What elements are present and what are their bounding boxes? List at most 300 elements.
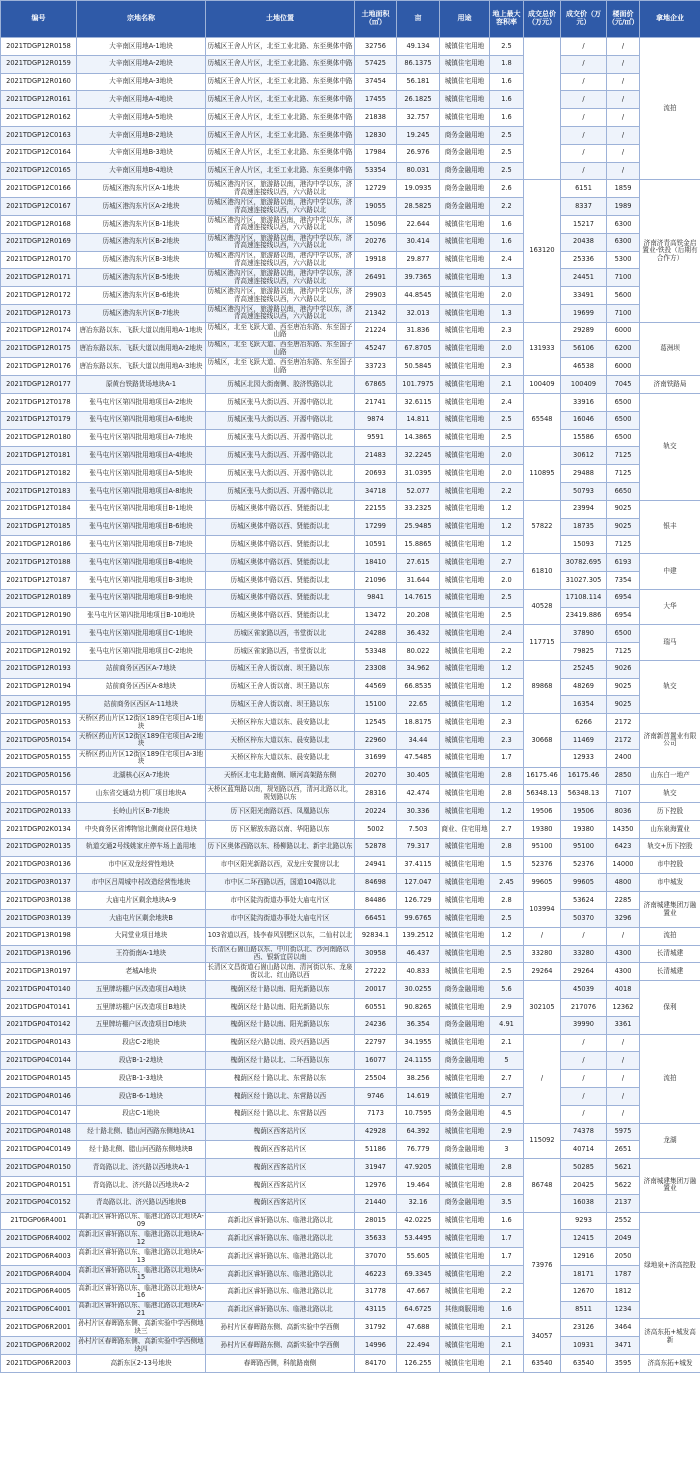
cell-floor-price: 7100 [607,304,640,322]
cell-total-price: 65548 [524,393,561,446]
cell-area: 9874 [355,411,397,429]
cell-name: 天桥区药山片区12街区189住宅项目A-1地块 [77,714,206,732]
cell-location: 天桥区梓东大道以东、晨安路以北 [206,714,355,732]
table-row [1,73,700,91]
cell-area: 15100 [355,696,397,714]
cell-total-price: 57822 [524,500,561,553]
cell-floor-price: 6500 [607,429,640,447]
cell-mu: 67.8705 [397,340,440,358]
cell-floor-price: 7125 [607,465,640,483]
cell-price: 30612 [561,447,607,465]
cell-name: 五里牌坊棚户区改造项目B地块 [77,999,206,1017]
cell-use: 城镇住宅用地 [440,1034,490,1052]
cell-mu: 32.2245 [397,447,440,465]
table-row [1,1283,700,1301]
table-row [1,999,700,1017]
cell-mu: 19.245 [397,126,440,144]
cell-area: 45247 [355,340,397,358]
cell-mu: 14.3865 [397,429,440,447]
cell-total-price: 61810 [524,554,561,590]
cell-name: 段店B-6-1地块 [77,1088,206,1106]
cell-price: 45039 [561,981,607,999]
cell-code: 2021TDGP12R0171 [1,269,77,287]
cell-use: 城镇住宅用地 [440,1354,490,1372]
cell-price: 33280 [561,945,607,963]
cell-location: 天桥区蓝翔路以南，规划路以西，清河北路以北，规划路以东 [207,785,353,801]
cell-mu: 30.414 [397,233,440,251]
cell-floor-price: 4800 [607,874,640,892]
table-row [1,126,700,144]
cell-code: 2021TDGP12R0177 [1,376,77,394]
cell-code: 2021TDGP03R0136 [1,856,77,874]
cell-company: 大华 [640,589,700,625]
table-row [1,1230,700,1248]
cell-use: 城镇住宅用地 [440,215,490,233]
cell-floor-price: / [607,144,640,162]
cell-area: 84486 [355,892,397,910]
cell-area: 17299 [355,518,397,536]
cell-code: 2021TDGP06R4003 [1,1248,77,1266]
cell-location: 历城区王舍人片区，北至工业北路、东至奥体中路 [206,126,355,144]
cell-mu: 139.2512 [397,927,440,945]
cell-code: 2021TDGP12R0194 [1,678,77,696]
cell-price: 12933 [561,749,607,767]
cell-floor-price: / [607,162,640,180]
cell-code: 2021TDGP12R0174 [1,322,77,340]
cell-mu: 55.605 [397,1248,440,1266]
cell-mu: 31.0395 [397,465,440,483]
cell-floor-price: / [607,1070,640,1088]
cell-area: 21483 [355,447,397,465]
cell-area: 20693 [355,465,397,483]
cell-floor-price: 6500 [607,393,640,411]
cell-mu: 101.7975 [397,376,440,394]
cell-use: 城镇住宅用地 [440,732,490,750]
cell-area: 20270 [355,767,397,785]
cell-mu: 69.3345 [397,1265,440,1283]
cell-location: 历城区雀家路以西，书堂街以北 [206,643,355,661]
cell-location: 历城区港沟片区，旅游路以南，港沟中学以东，济青高速连接线以西，六六路以北 [207,269,353,285]
cell-floor-price: 2049 [607,1230,640,1248]
cell-company: 市中城发 [640,874,700,892]
cell-total-price: 117715 [524,625,561,661]
cell-far: 1.7 [490,749,524,767]
cell-far: 2.1 [490,1337,524,1355]
cell-use: 城镇住宅用地 [440,376,490,394]
cell-use: 城镇住宅用地 [440,1123,490,1141]
cell-area: 84170 [355,1354,397,1372]
cell-area: 44569 [355,678,397,696]
cell-price: 33491 [561,287,607,305]
cell-area: 92834.1 [355,927,397,945]
cell-far: 2.8 [490,1177,524,1195]
cell-area: 46223 [355,1265,397,1283]
cell-mu: 30.405 [397,767,440,785]
cell-use: 城镇住宅用地 [440,233,490,251]
table-row [1,821,700,839]
cell-mu: 80.022 [397,643,440,661]
cell-far: 2.1 [490,1319,524,1337]
cell-code: 2021TDGP12T0184 [1,500,77,518]
cell-area: 5002 [355,821,397,839]
cell-location: 历城区港沟片区，旅游路以南，港沟中学以东，济青高速连接线以西，六六路以北 [207,233,353,250]
cell-floor-price: 3464 [607,1319,640,1337]
table-row [1,1337,700,1355]
cell-name: 市中区双龙经营性地块 [77,856,206,874]
cell-price: / [561,73,607,91]
cell-use: 城镇住宅用地 [440,518,490,536]
cell-total-price: 95100 [524,838,561,856]
cell-far: 2.3 [490,732,524,750]
cell-mu: 32.6115 [397,393,440,411]
cell-use: 城镇住宅用地 [440,55,490,73]
cell-total-price: 19380 [524,821,561,839]
cell-name: 老城A地块 [77,963,206,981]
col-header-code: 编号 [1,1,77,38]
cell-floor-price: / [607,1034,640,1052]
cell-code: 2021TDGP12R0175 [1,340,77,358]
table-row [1,785,700,803]
cell-code: 2021TDGP04R0143 [1,1034,77,1052]
cell-floor-price: / [607,1088,640,1106]
cell-far: 2.5 [490,144,524,162]
cell-price: 48269 [561,678,607,696]
table-row [1,856,700,874]
cell-mu: 19.464 [397,1177,440,1195]
cell-name: 天桥区药山片区12街区189住宅项目A-2地块 [77,732,206,750]
cell-floor-price: 2651 [607,1141,640,1159]
cell-code: 2021TDGP12R0170 [1,251,77,269]
cell-code: 2021TDGP12R0158 [1,38,77,56]
cell-floor-price: 2172 [607,714,640,732]
cell-total-price: 73976 [524,1212,561,1319]
table-row [1,589,700,607]
cell-price: 20438 [561,233,607,251]
cell-far: 1.2 [490,500,524,518]
cell-location: 市中区二环西路以西，国道104路以北 [206,874,355,892]
cell-area: 21342 [355,304,397,322]
table-row [1,429,700,447]
cell-price: 63540 [561,1354,607,1372]
cell-code: 2021TDGP06R2002 [1,1337,77,1355]
cell-mu: 14.619 [397,1088,440,1106]
cell-price: 12916 [561,1248,607,1266]
cell-price: / [561,1070,607,1088]
cell-name: 张马屯片区第四批用地项目A-8地块 [77,482,206,500]
cell-mu: 32.757 [397,109,440,127]
cell-code: 2021TDGP12R0176 [1,358,77,376]
cell-price: 18735 [561,518,607,536]
cell-mu: 47.5485 [397,749,440,767]
cell-total-price: / [524,1034,561,1123]
cell-location: 市中区陡沟街道办事处大庙屯片区 [206,910,355,928]
cell-name: 王符街南A-1地块 [77,945,206,963]
cell-area: 31947 [355,1159,397,1177]
cell-code: 2021TDGP12T0187 [1,571,77,589]
cell-name: 孙村片区春晖路东侧、高新实验中学西侧地块三 [78,1319,204,1335]
table-row [1,1141,700,1159]
cell-area: 66451 [355,910,397,928]
table-row [1,518,700,536]
cell-mu: 126.729 [397,892,440,910]
table-row [1,1088,700,1106]
cell-mu: 22.644 [397,215,440,233]
cell-area: 24236 [355,1016,397,1034]
cell-floor-price: 6954 [607,589,640,607]
cell-name: 高新北区睿轩路以东、临港北路以北地块A-21 [78,1301,204,1317]
cell-area: 19055 [355,198,397,216]
cell-code: 2021TDGP12T0178 [1,393,77,411]
cell-use: 城镇住宅用地 [440,571,490,589]
cell-total-price: 131933 [524,322,561,375]
cell-area: 12976 [355,1177,397,1195]
table-row [1,536,700,554]
cell-code: 2021TDGP12R0189 [1,589,77,607]
cell-mu: 26.1825 [397,91,440,109]
cell-floor-price: 7045 [607,376,640,394]
cell-far: 2.2 [490,643,524,661]
cell-name: 张马屯片区第四批用地项目A-5地块 [77,465,206,483]
cell-location: 市中区阳光新路以西，双龙庄安置房以北 [206,856,355,874]
cell-name: 高新北区睿轩路以东、临港北路以北地块A-12 [78,1230,204,1246]
cell-name: 高新北区睿轩路以东、临港北路以北地块A-13 [78,1247,204,1264]
cell-floor-price: 9025 [607,696,640,714]
cell-floor-price: 6500 [607,625,640,643]
cell-floor-price: / [607,38,640,56]
cell-price: 30782.695 [561,554,607,572]
cell-use: 城镇住宅用地 [440,429,490,447]
table-row [1,945,700,963]
cell-code: 2021TDGP05R0154 [1,732,77,750]
table-row [1,1265,700,1283]
cell-code: 2021TDGP04R0151 [1,1177,77,1195]
cell-use: 城镇住宅用地 [440,1070,490,1088]
cell-total-price: 302105 [524,981,561,1034]
cell-price: 18171 [561,1265,607,1283]
cell-price: 15217 [561,215,607,233]
cell-mu: 127.047 [397,874,440,892]
cell-mu: 34.44 [397,732,440,750]
cell-location: 槐荫区西客站片区 [206,1141,355,1159]
cell-code: 2021TDGP12R0186 [1,536,77,554]
cell-area: 31792 [355,1319,397,1337]
cell-mu: 36.432 [397,625,440,643]
cell-name: 张马屯片区第四批用地项目C-2地块 [77,643,206,661]
cell-company: 轨交 [640,660,700,713]
cell-mu: 24.1155 [397,1052,440,1070]
cell-location: 历城区奥体中路以西、贤能街以北 [206,500,355,518]
cell-price: 74378 [561,1123,607,1141]
cell-use: 商务金融用地 [440,198,490,216]
cell-floor-price: / [607,91,640,109]
cell-code: 2021TDGP02R0133 [1,803,77,821]
table-row [1,1034,700,1052]
table-row [1,732,700,750]
cell-price: 23419.886 [561,607,607,625]
cell-mu: 7.503 [397,821,440,839]
cell-use: 商务金融用地 [440,126,490,144]
cell-floor-price: / [607,126,640,144]
cell-floor-price: 6200 [607,340,640,358]
cell-code: 2021TDGP12R0173 [1,304,77,322]
cell-floor-price: 7125 [607,643,640,661]
cell-area: 22155 [355,500,397,518]
cell-far: 2.1 [490,1354,524,1372]
cell-name: 张马屯片区第四批用地项目A-7地块 [77,429,206,447]
cell-code: 2021TDGP12C0166 [1,180,77,198]
cell-area: 9591 [355,429,397,447]
cell-code: 2021TDGP06C4001 [1,1301,77,1319]
cell-name: 山东省交通动力机厂项目地块A [77,785,206,803]
cell-far: 1.5 [490,856,524,874]
cell-floor-price: / [607,73,640,91]
table-body [1,38,700,1373]
cell-floor-price: 5600 [607,287,640,305]
cell-code: 2021TDGP04C0144 [1,1052,77,1070]
cell-floor-price: 9025 [607,518,640,536]
cell-area: 67865 [355,376,397,394]
cell-company: 济南城建集团万融置业 [640,1159,700,1212]
cell-code: 2021TDGP02K0134 [1,821,77,839]
cell-price: 25336 [561,251,607,269]
cell-price: 29289 [561,322,607,340]
cell-company: 市中控股 [640,856,700,874]
cell-code: 2021TDGP04C0147 [1,1105,77,1123]
cell-price: 16046 [561,411,607,429]
cell-price: 19699 [561,304,607,322]
cell-price: 100409 [561,376,607,394]
cell-use: 城镇住宅用地 [440,1159,490,1177]
cell-total-price: 19506 [524,803,561,821]
cell-mu: 79.317 [397,838,440,856]
cell-far: 2.1 [490,376,524,394]
cell-use: 城镇住宅用地 [440,803,490,821]
cell-name: 张马屯片区第四批用地项目B-6地块 [77,518,206,536]
cell-floor-price: 3471 [607,1337,640,1355]
cell-total-price: / [524,927,561,945]
table-row [1,358,700,376]
cell-company: 长清城建 [640,945,700,963]
cell-location: 历城区王舍人片区，北至工业北路、东至奥体中路 [206,55,355,73]
cell-mu: 29.877 [397,251,440,269]
col-header-name: 宗地名称 [77,1,206,38]
cell-location: 天桥区北屯北路南侧、顺河高架路东侧 [206,767,355,785]
cell-far: 2.45 [490,874,524,892]
table-row [1,749,700,767]
cell-mu: 33.2325 [397,500,440,518]
cell-location: 历城区港沟片区，旅游路以南，港沟中学以东，济青高速连接线以西，六六路以北 [207,180,353,196]
cell-area: 31699 [355,749,397,767]
cell-area: 26491 [355,269,397,287]
cell-location: 历城区，北至飞跃大道、西至唐冶东路、东至国子山路 [207,340,353,356]
cell-price: 46538 [561,358,607,376]
cell-mu: 19.0935 [397,180,440,198]
cell-mu: 31.644 [397,571,440,589]
cell-mu: 126.255 [397,1354,440,1372]
table-row [1,838,700,856]
cell-mu: 27.615 [397,554,440,572]
table-row [1,803,700,821]
cell-mu: 40.833 [397,963,440,981]
cell-area: 12545 [355,714,397,732]
cell-area: 22960 [355,732,397,750]
cell-name: 五里牌坊棚户区改造项目A地块 [77,981,206,999]
cell-far: 2.5 [490,411,524,429]
cell-name: 大庙屯片区剩余地块B [77,910,206,928]
cell-floor-price: 2400 [607,749,640,767]
cell-far: 2.3 [490,322,524,340]
cell-area: 43115 [355,1301,397,1319]
cell-mu: 64.6725 [397,1301,440,1319]
cell-name: 段店C-1地块 [77,1105,206,1123]
cell-name: 历城区港沟东片区B-3地块 [77,251,206,269]
cell-name: 孙村片区春晖路东侧、高新实验中学西侧地块四 [78,1336,204,1353]
cell-mu: 22.494 [397,1337,440,1355]
cell-floor-price: 3296 [607,910,640,928]
cell-location: 历城区王舍人街以南、坝王路以东 [206,660,355,678]
cell-company: 流拍 [640,927,700,945]
cell-floor-price: 2172 [607,732,640,750]
cell-use: 城镇住宅用地 [440,607,490,625]
cell-code: 2021TDGP12T0179 [1,411,77,429]
table-row [1,1159,700,1177]
cell-name: 经十路北侧、腊山河西路东侧地块B [77,1141,206,1159]
cell-code: 2021TDGP04R0146 [1,1088,77,1106]
cell-use: 城镇住宅用地 [440,625,490,643]
cell-company: 长清城建 [640,963,700,981]
cell-area: 31778 [355,1283,397,1301]
cell-total-price: 16175.46 [524,767,561,785]
cell-area: 12830 [355,126,397,144]
cell-use: 城镇住宅用地 [440,304,490,322]
cell-far: 2.4 [490,251,524,269]
cell-company: 葛洲坝 [640,322,700,375]
cell-code: 2021TDGP03R0139 [1,910,77,928]
cell-location: 历城区港沟片区，旅游路以南，港沟中学以东，济青高速连接线以西，六六路以北 [207,251,353,267]
cell-code: 2021TDGP12C0164 [1,144,77,162]
table-row [1,447,700,465]
cell-far: 2.7 [490,821,524,839]
cell-location: 103省道以西，钱李春风别墅区以东，二仙村以北 [206,927,355,945]
cell-floor-price: 5300 [607,251,640,269]
cell-far: 2.5 [490,162,524,180]
cell-use: 城镇住宅用地 [440,340,490,358]
cell-use: 城镇住宅用地 [440,411,490,429]
cell-far: 2.5 [490,607,524,625]
cell-location: 历城区港沟片区，旅游路以南，港沟中学以东，济青高速连接线以西，六六路以北 [207,286,353,303]
table-row [1,251,700,269]
cell-name: 高新北区睿轩路以东、临港北路以北地块A-09 [78,1212,204,1228]
col-header-area: 土地面积（㎡） [355,1,397,38]
cell-far: 4.5 [490,1105,524,1123]
table-row [1,981,700,999]
cell-use: 其他商服用地 [440,1301,490,1319]
cell-price: 29488 [561,465,607,483]
table-row [1,643,700,661]
cell-name: 张马屯片区第四批用地项目A-6地块 [77,411,206,429]
cell-name: 张马屯片区第四批用地项目B-10地块 [77,607,206,625]
cell-far: 1.6 [490,91,524,109]
cell-use: 城镇住宅用地 [440,73,490,91]
cell-mu: 64.392 [397,1123,440,1141]
cell-floor-price: 9026 [607,660,640,678]
cell-floor-price: 8036 [607,803,640,821]
header-row [1,1,700,38]
cell-code: 2021TDGP12T0183 [1,482,77,500]
cell-area: 9841 [355,589,397,607]
cell-total-price [524,38,561,180]
cell-area: 25504 [355,1070,397,1088]
